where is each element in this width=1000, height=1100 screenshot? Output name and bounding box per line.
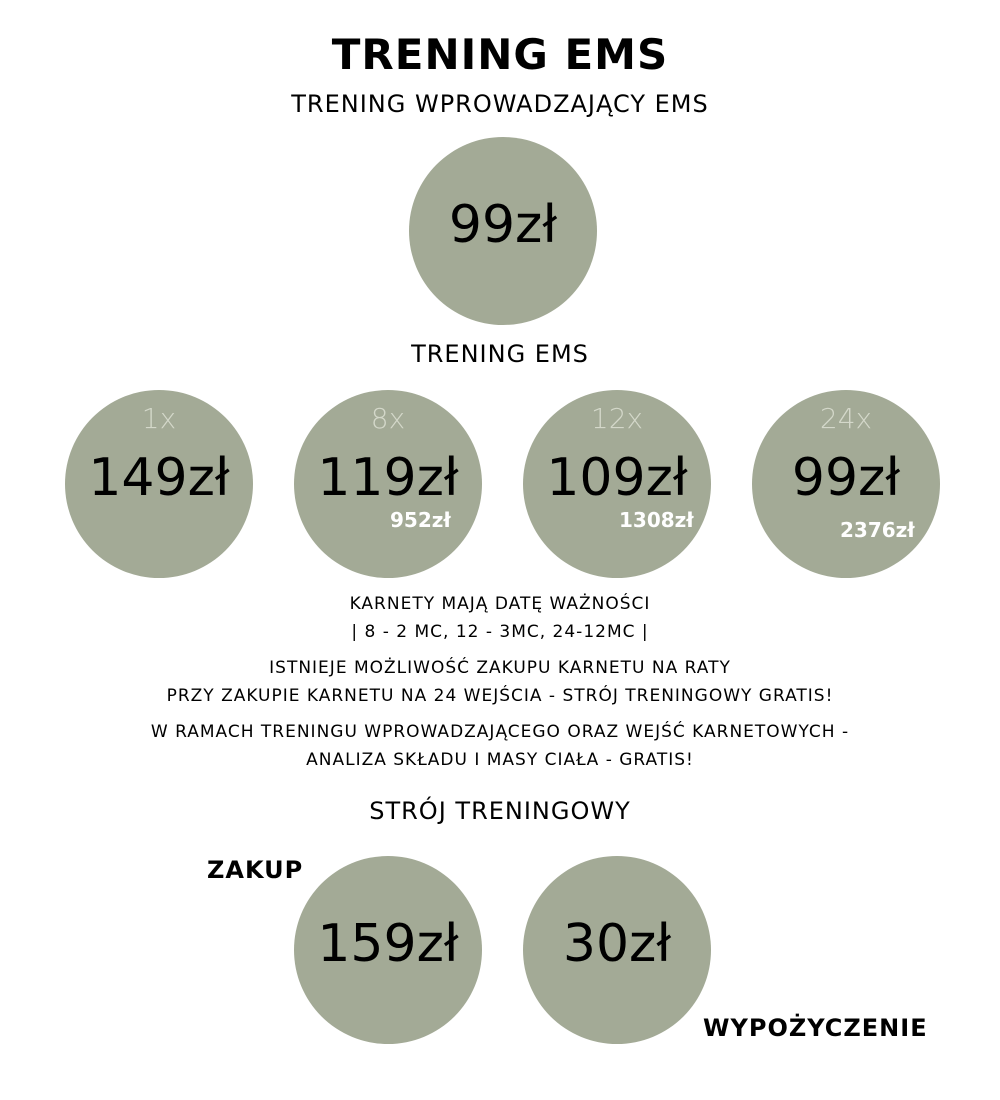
outfit-rent-label: WYPOŻYCZENIE [703,1014,928,1042]
package-count: 1x [141,402,177,435]
package-circle-8x [294,390,482,578]
package-count: 12x [590,402,644,435]
outfit-buy-label: ZAKUP [207,856,304,884]
outfit-buy-circle [294,856,482,1044]
outfit-rent-circle [523,856,711,1044]
page-title: TRENING EMS [331,30,669,79]
outfit-section-label: STRÓJ TRENINGOWY [369,797,631,825]
package-circle-12x [523,390,711,578]
intro-price-circle [409,137,597,325]
analysis-line-2: ANALIZA SKŁADU I MASY CIAŁA - GRATIS! [306,750,694,770]
package-total: 1308zł [619,508,694,532]
analysis-line-1: W RAMACH TRENINGU WPROWADZAJĄCEGO ORAZ WEJŚĆ KARNETOWYCH - [150,722,850,742]
outfit-rent-price: 30zł [562,914,672,974]
intro-price: 99zł [448,195,558,255]
validity-line-1: KARNETY MAJĄ DATĘ WAŻNOŚCI [349,594,651,614]
package-price: 119zł [317,448,459,508]
package-total: 2376zł [840,518,915,542]
package-circle-24x [752,390,940,578]
installments-line-1: ISTNIEJE MOŻLIWOŚĆ ZAKUPU KARNETU NA RATY [269,658,731,678]
intro-training-label: TRENING WPROWADZAJĄCY EMS [291,90,709,118]
package-price: 99zł [791,448,901,508]
package-total: 952zł [390,508,451,532]
package-circle-1x [65,390,253,578]
package-price: 149zł [88,448,230,508]
validity-line-2: | 8 - 2 MC, 12 - 3MC, 24-12MC | [351,622,649,642]
installments-line-2: PRZY ZAKUPIE KARNETU NA 24 WEJŚCIA - STRÓJ TRENINGOWY GRATIS! [166,686,834,706]
package-price: 109zł [546,448,688,508]
package-count: 8x [370,402,406,435]
package-count: 24x [819,402,873,435]
outfit-buy-price: 159zł [317,914,459,974]
packages-section-label: TRENING EMS [411,340,589,368]
